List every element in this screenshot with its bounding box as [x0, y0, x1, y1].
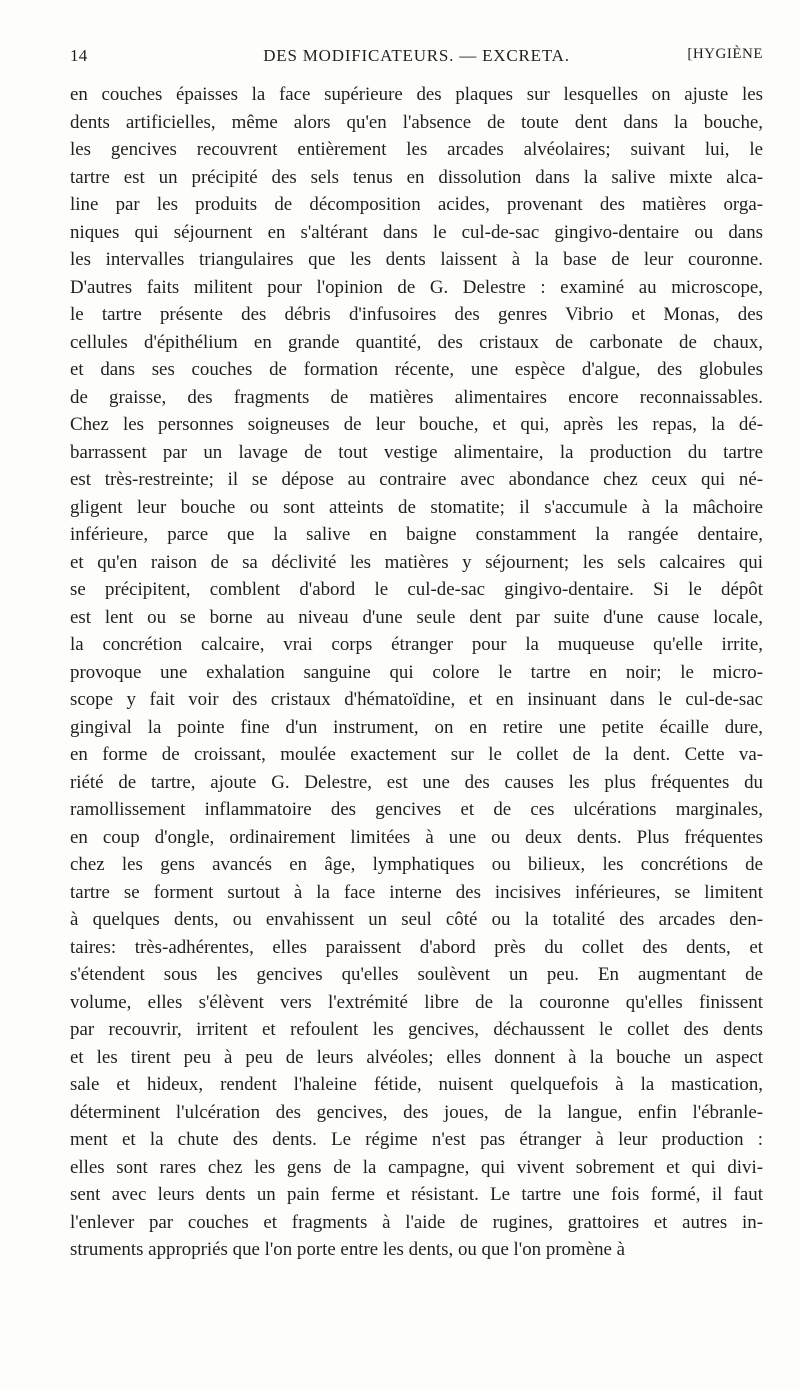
text-line: line par les produits de décomposition acides, provenant des matières orga-	[70, 194, 763, 215]
text-line: inférieure, parce que la salive en baigne constamment la rangée dentaire,	[70, 524, 763, 545]
text-line: à quelques dents, ou envahissent un seul côté ou la totalité des arcades den-	[70, 909, 763, 930]
text-line: Chez les personnes soigneuses de leur bouche, et qui, après les repas, la dé-	[70, 414, 763, 435]
text-line: chez les gens avancés en âge, lymphatiques ou bilieux, les concrétions de	[70, 854, 763, 875]
text-line: déterminent l'ulcération des gencives, des joues, de la langue, enfin l'ébranle-	[70, 1101, 763, 1123]
text-line: se précipitent, comblent d'abord le cul-de-sac gingivo-dentaire. Si le dépôt	[70, 579, 763, 600]
text-line: est très-restreinte; il se dépose au contraire avec abondance chez ceux qui né-	[70, 469, 763, 490]
text-line: sale et hideux, rendent l'haleine fétide, nuisent quelquefois à la mastication,	[70, 1074, 763, 1095]
text-line: sent avec leurs dents un pain ferme et résistant. Le tartre une fois formé, il faut	[70, 1184, 763, 1205]
text-line: est lent ou se borne au niveau d'une seule dent par suite d'une cause locale,	[70, 606, 763, 628]
text-line: l'enlever par couches et fragments à l'aide de rugines, grattoires et autres in-	[70, 1211, 763, 1233]
text-line: les intervalles triangulaires que les dents laissent à la base de leur couronne.	[70, 249, 763, 270]
text-line: et les tirent peu à peu de leurs alvéoles; elles donnent à la bouche un aspect	[70, 1046, 763, 1068]
text-line: barrassent par un lavage de tout vestige alimentaire, la production du tartre	[70, 441, 763, 463]
text-line: D'autres faits militent pour l'opinion de G. Delestre : examiné au microscope,	[70, 276, 763, 298]
text-line: elles sont rares chez les gens de la campagne, qui vivent sobrement et qui divi-	[70, 1156, 763, 1178]
text-line: scope y fait voir des cristaux d'hématoïdine, et en insinuant dans le cul-de-sac	[70, 689, 763, 710]
text-line: niques qui séjournent en s'altérant dans le cul-de-sac gingivo-dentaire ou dans	[70, 221, 763, 243]
text-line: en forme de croissant, moulée exactement sur le collet de la dent. Cette va-	[70, 744, 763, 765]
text-line: s'étendent sous les gencives qu'elles soulèvent un peu. En augmentant de	[70, 964, 763, 985]
text-line: struments appropriés que l'on porte entre les dents, ou que l'on promène à	[70, 1239, 626, 1260]
text-line: en coup d'ongle, ordinairement limitées à une ou deux dents. Plus fréquentes	[70, 826, 763, 848]
text-line: les gencives recouvrent entièrement les arcades alvéolaires; suivant lui, le	[70, 139, 763, 160]
text-line: en couches épaisses la face supérieure des plaques sur lesquelles on ajuste les	[70, 84, 763, 105]
text-line: la concrétion calcaire, vrai corps étranger pour la muqueuse qu'elle irrite,	[70, 634, 763, 655]
text-line: gligent leur bouche ou sont atteints de stomatite; il s'accumule à la mâchoire	[70, 496, 763, 518]
text-line: ment et la chute des dents. Le régime n'est pas étranger à leur production :	[70, 1129, 763, 1150]
text-line: provoque une exhalation sanguine qui colore le tartre en noir; le micro-	[70, 661, 763, 683]
text-line: volume, elles s'élèvent vers l'extrémité libre de la couronne qu'elles finissent	[70, 991, 763, 1013]
text-line: gingival la pointe fine d'un instrument, on en retire une petite écaille dure,	[70, 716, 763, 738]
header-title: DES MODIFICATEURS. — EXCRETA.	[263, 46, 570, 65]
text-line: le tartre présente des débris d'infusoires des genres Vibrio et Monas, des	[70, 304, 763, 325]
text-line: et dans ses couches de formation récente, une espèce d'algue, des globules	[70, 359, 763, 380]
text-line: riété de tartre, ajoute G. Delestre, est une des causes les plus fréquentes du	[70, 771, 763, 793]
text-line: tartre est un précipité des sels tenus en dissolution dans la salive mixte alca-	[70, 166, 763, 188]
text-line: tartre se forment surtout à la face interne des incisives inférieures, se limitent	[70, 881, 763, 903]
running-head	[70, 46, 763, 70]
body-text	[70, 81, 763, 1264]
text-line: de graisse, des fragments de matières alimentaires encore reconnaissables.	[70, 386, 763, 408]
text-line: ramollissement inflammatoire des gencives et de ces ulcérations marginales,	[70, 799, 763, 820]
text-line: par recouvrir, irritent et refoulent les gencives, déchaussent le collet des dents	[70, 1019, 763, 1040]
text-line: taires: très-adhérentes, elles paraissent d'abord près du collet des dents, et	[70, 936, 763, 958]
text-line: dents artificielles, même alors qu'en l'absence de toute dent dans la bouche,	[70, 111, 763, 133]
section-tag: [HYGIÈNE	[687, 46, 763, 62]
page-number: 14	[70, 46, 88, 65]
text-line: et qu'en raison de sa déclivité les matières y séjournent; les sels calcaires qui	[70, 551, 763, 573]
text-line: cellules d'épithélium en grande quantité, des cristaux de carbonate de chaux,	[70, 331, 763, 353]
